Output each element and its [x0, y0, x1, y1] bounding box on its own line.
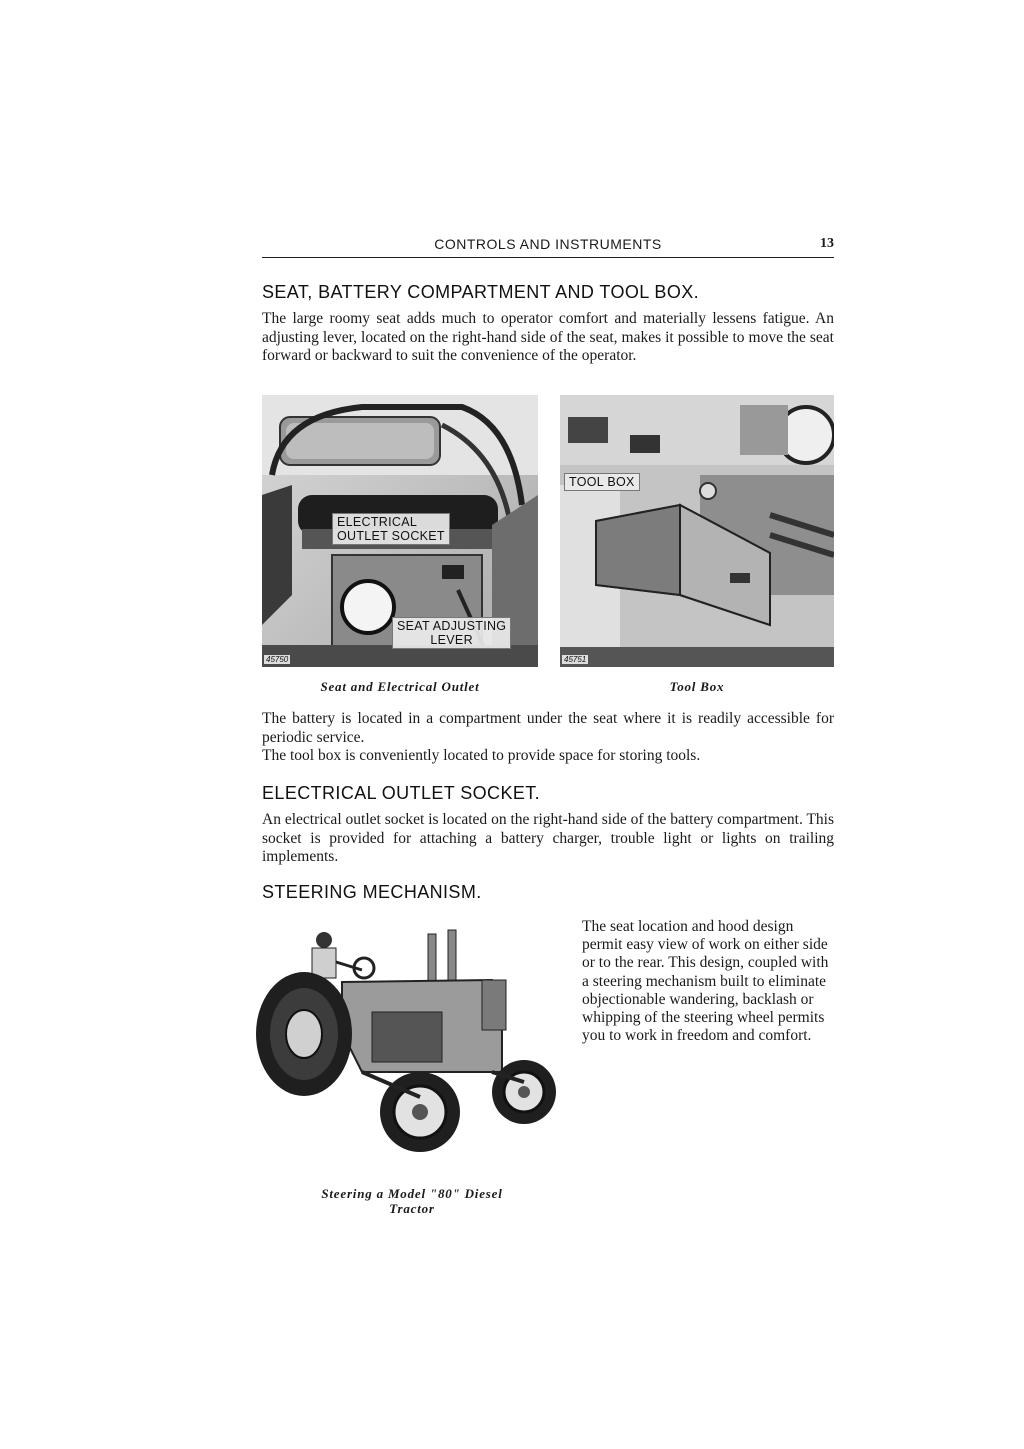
battery-paragraph: The battery is located in a compartment under the seat where it is readily accessible for periodic service.: [262, 710, 834, 746]
running-head: [262, 236, 834, 258]
seat-section-heading: SEAT, BATTERY COMPARTMENT AND TOOL BOX.: [262, 282, 700, 302]
tractor-illustration: [252, 922, 562, 1170]
seat-photo: [262, 395, 538, 667]
running-head-title: CONTROLS AND INSTRUMENTS: [434, 236, 662, 252]
seat-photo-caption: Seat and Electrical Outlet: [320, 679, 480, 694]
steering-section-heading: STEERING MECHANISM.: [262, 882, 482, 902]
electrical-outlet-callout: ELECTRICAL OUTLET SOCKET: [332, 513, 450, 545]
tractor-photo-caption: Steering a Model "80" Diesel Tractor: [321, 1186, 503, 1216]
steering-paragraph: The seat location and hood design permit easy view of work on either side or to the rear. This design, coupled with a steering mechanism built to eliminate objectionable wandering, backlash or whipping of the steering wheel permits you to work in freedom and comfort.: [582, 918, 829, 1045]
page-number: 13: [820, 236, 834, 251]
toolbox-photo-illustration: [560, 395, 834, 667]
toolbox-photo-caption: Tool Box: [669, 679, 725, 694]
outlet-paragraph: An electrical outlet socket is located on the right-hand side of the battery compartment. This socket is provided for attaching a battery charger, trouble light or lights on trailing implements.: [262, 811, 834, 865]
toolbox-paragraph: The tool box is conveniently located to provide space for storing tools.: [262, 747, 701, 764]
seat-photo-id: 45750: [266, 655, 289, 664]
toolbox-photo: [560, 395, 834, 667]
seat-intro-paragraph: The large roomy seat adds much to operator comfort and materially lessens fatigue. An adjusting lever, located on the right-hand side of the seat, makes it possible to move the seat forward or backward to suit the convenience of the operator.: [262, 310, 834, 364]
toolbox-callout: TOOL BOX: [564, 473, 640, 491]
tractor-photo: [252, 922, 562, 1170]
outlet-section-heading: ELECTRICAL OUTLET SOCKET.: [262, 783, 541, 803]
seat-adjusting-lever-callout: SEAT ADJUSTING LEVER: [392, 617, 511, 649]
toolbox-photo-id: 45751: [564, 655, 587, 664]
